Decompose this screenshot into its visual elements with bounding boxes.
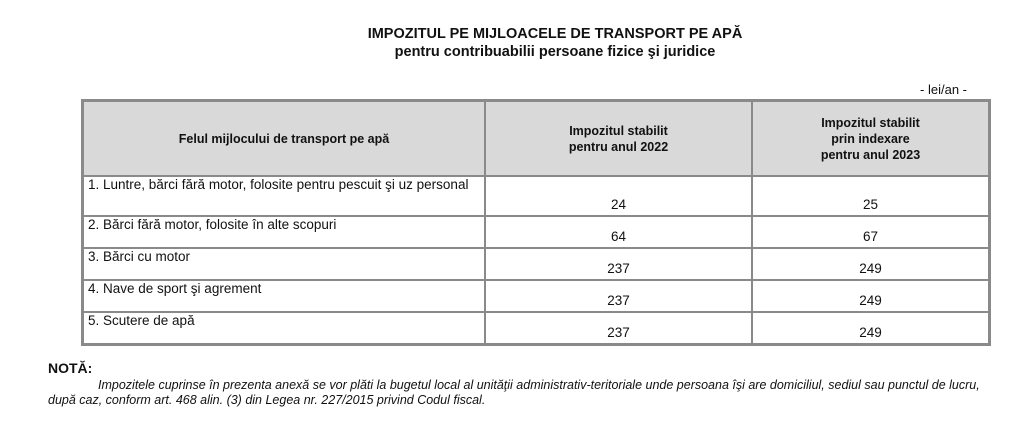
- title-line-1: IMPOZITUL PE MIJLOACELE DE TRANSPORT PE APĂ: [367, 26, 743, 42]
- tax-table: [81, 99, 991, 346]
- cell-tax-2022: 24: [485, 176, 752, 216]
- document-title: [0, 25, 1024, 61]
- header-tax-2023: Impozitul stabilit prin indexare pentru anul 2023: [752, 101, 989, 176]
- header-transport-type: Felul mijlocului de transport pe apă: [83, 101, 485, 176]
- unit-label: - lei/an -: [920, 82, 967, 97]
- cell-transport-type: 1. Luntre, bărci fără motor, folosite pentru pescuit şi uz personal: [83, 176, 485, 216]
- table-row: [83, 176, 989, 216]
- cell-transport-type: 3. Bărci cu motor: [83, 248, 485, 280]
- cell-tax-2022: 64: [485, 216, 752, 248]
- cell-tax-2022: 237: [485, 280, 752, 312]
- cell-transport-type: 4. Nave de sport şi agrement: [83, 280, 485, 312]
- table-row: [83, 248, 989, 280]
- table-row: [83, 216, 989, 248]
- table-header-row: [83, 101, 989, 176]
- cell-transport-type: 2. Bărci fără motor, folosite în alte scopuri: [83, 216, 485, 248]
- cell-transport-type: 5. Scutere de apă: [83, 312, 485, 344]
- cell-tax-2023: 249: [752, 312, 989, 344]
- cell-tax-2023: 249: [752, 248, 989, 280]
- header-tax-2022: Impozitul stabilit pentru anul 2022: [485, 101, 752, 176]
- table-row: [83, 312, 989, 344]
- cell-tax-2022: 237: [485, 312, 752, 344]
- cell-tax-2023: 67: [752, 216, 989, 248]
- title-line-2: pentru contribuabilii persoane fizice şi juridice: [394, 44, 716, 60]
- cell-tax-2022: 237: [485, 248, 752, 280]
- cell-tax-2023: 25: [752, 176, 989, 216]
- table-row: [83, 280, 989, 312]
- note-text: Impozitele cuprinse în prezenta anexă se vor plăti la bugetul local al unităţii administrativ-teritoriale unde persoana îşi are domiciliul, sediul sau punctul de lucru, după caz, conform art. 468 alin. (3) din Legea nr. 227/2015 privind Codul fiscal.: [48, 378, 980, 407]
- cell-tax-2023: 249: [752, 280, 989, 312]
- note-label: NOTĂ:: [48, 360, 93, 376]
